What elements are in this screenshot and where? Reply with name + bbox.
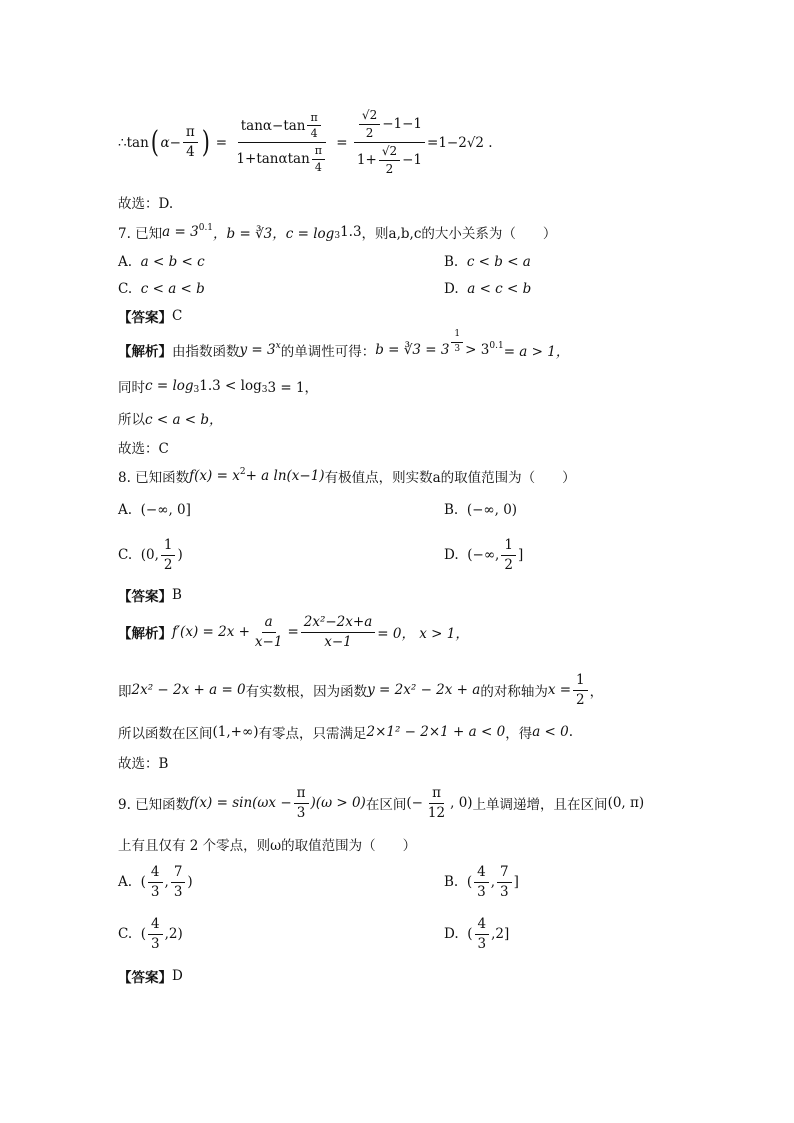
q9-option-a[interactable]: A. ( $\frac{4}{3}$ , $\frac{7}{3}$ )	[118, 864, 193, 900]
q9-stem-line2: 上有且仅有 2 个零点，则ω的取值范围为（ ）	[118, 838, 417, 854]
q7-option-c[interactable]: C. c < a < b	[118, 281, 205, 297]
q8-analysis-2: 即 2x² − 2x + a = 0 有实数根，因为函数 y = 2x² − 2x + a 的对称轴为 x = $\frac{1}{2}$ ，	[118, 672, 604, 708]
q7-stem: 7. 已知 a = 3 $^{0.1}$ ，b = ∛3 ，c = log $_3$ 1.3 ，则a,b,c的大小关系为（ ）	[118, 223, 557, 242]
q8-answer: 【答案】 B	[118, 587, 182, 605]
q8-analysis-3: 所以函数在区间 (1,+∞) 有零点，只需满足 2×1² − 2×1 + a < 0 ，得 a < 0 .	[118, 724, 574, 742]
q7-option-a[interactable]: A. a < b < c	[118, 254, 205, 270]
rhs-fraction: $\frac{√2}{2}$ −1−1 1+ $\frac{√2}{2}$ −1	[354, 108, 425, 177]
q7-option-b[interactable]: B. c < b < a	[444, 254, 531, 270]
q9-stem: 9. 已知函数 f(x) = sin(ωx − $\frac{\pi}{3}$ )(ω > 0) 在区间 (− $\frac{\pi}{12}$ , 0) 上单调递增，且在区间 (0, π)	[118, 785, 645, 821]
formula-arg: α−	[160, 134, 181, 151]
q7-choice: 故选：C	[118, 441, 169, 457]
q9-option-d[interactable]: D. ( $\frac{4}{3}$ ,2 ]	[444, 916, 510, 952]
q8-option-a[interactable]: A. (−∞, 0]	[118, 502, 191, 518]
q8-option-c[interactable]: C. (0, $\frac{1}{2}$ )	[118, 537, 183, 573]
formula-prefix: ∴tan	[118, 134, 149, 151]
q7-analysis-2: 同时 c = log $_3$ 1.3 < log $_3$ 3 = 1，	[118, 378, 319, 396]
q8-analysis-1: 【解析】 f′(x) = 2x + $\frac{a}{x-1}$ = $\frac{\text{2x²−2x+a}}{x-1}$ = 0， x > 1，	[118, 614, 469, 650]
q7-option-d[interactable]: D. a < c < b	[444, 281, 532, 297]
q8-choice: 故选：B	[118, 756, 169, 772]
q9-option-c[interactable]: C. ( $\frac{4}{3}$ ,2 )	[118, 916, 183, 952]
q7-analysis-3: 所以 c < a < b，	[118, 412, 223, 428]
q8-stem: 8. 已知函数 f(x) = x $^2$ + a ln(x−1) 有极值点，则实数a的取值范围为（ ）	[118, 467, 576, 486]
formula-result: =1−2√2 .	[427, 134, 493, 151]
q8-option-d[interactable]: D. (−∞, $\frac{1}{2}$ ]	[444, 537, 524, 573]
q7-answer: 【答案】 C	[118, 308, 183, 326]
q8-option-b[interactable]: B. (−∞, 0)	[444, 502, 518, 518]
q7-analysis-1: 【解析】 由指数函数 y = 3 $^x$ 的单调性可得： b = ∛3 = 3 $\frac{1}{3}$ > 3 $^{0.1}$ = a > 1，	[118, 329, 570, 360]
answer6-choice: 故选：D.	[118, 196, 174, 212]
q9-option-b[interactable]: B. ( $\frac{4}{3}$ , $\frac{7}{3}$ ]	[444, 864, 519, 900]
tan-formula: ∴tan ( α− $\frac{\pi}{4}$ ) = tanα−tan $\frac{\pi}{4}$ 1+tanαtan $\frac{\pi}{4}$ = $\frac{√2}{2}$ −1−1 1+ $\frac{√2}{2}$ −1 =1−2√2 .	[118, 108, 493, 176]
lhs-fraction: tanα−tan $\frac{\pi}{4}$ 1+tanαtan $\frac{\pi}{4}$	[233, 111, 330, 175]
q9-answer: 【答案】 D	[118, 968, 183, 986]
